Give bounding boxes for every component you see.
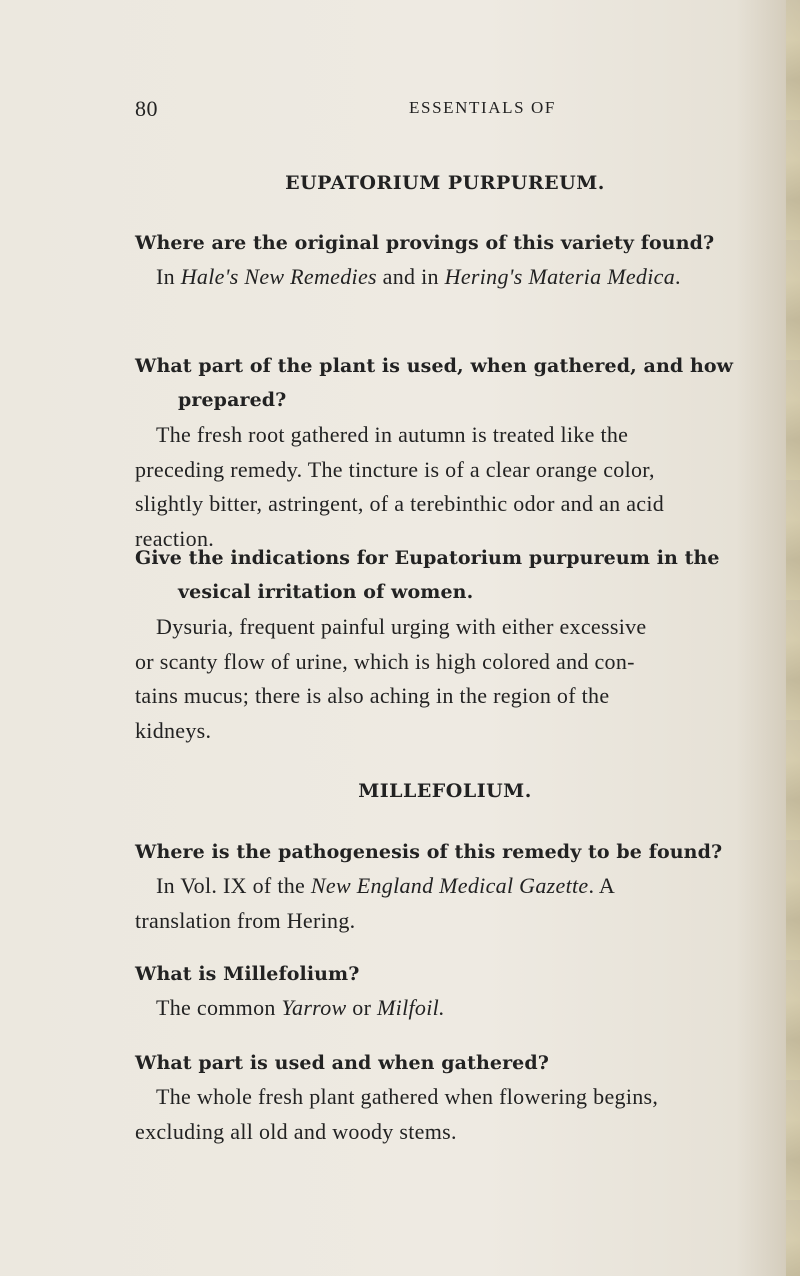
answer-line: kidneys. — [135, 717, 212, 743]
book-title-herings: Hering's Materia Medica — [444, 264, 675, 289]
answer-5: The common Yarrow or Milfoil. — [156, 995, 445, 1020]
book-title-hales: Hale's New Remedies — [180, 264, 377, 289]
answer-line: or scanty flow of urine, which is high colored and con- — [135, 648, 635, 674]
question-text-line2: vesical irritation of women. — [178, 581, 474, 603]
answer-6 — [135, 1080, 760, 1149]
plant-name-milfoil: Milfoil. — [377, 995, 445, 1020]
answer-line: tains mucus; there is also aching in the region of the — [135, 683, 610, 708]
answer-line: The fresh root gathered in autumn is treated like the — [156, 422, 629, 447]
answer-4: In Vol. IX of the New England Medical Gazette. A translation from Hering. — [135, 873, 616, 933]
question-text: What part is used and when gathered? — [135, 1052, 549, 1074]
section-heading-eupatorium: EUPATORIUM PURPUREUM. — [285, 172, 605, 194]
question-text: Where is the pathogenesis of this remedy to be found? — [135, 841, 723, 863]
answer-2 — [135, 418, 760, 556]
answer-line: Dysuria, frequent painful urging with either excessive — [156, 614, 647, 639]
question-3 — [135, 541, 775, 609]
question-2 — [135, 349, 775, 417]
answer-line: preceding remedy. The tincture is of a clear orange color, — [135, 456, 655, 482]
answer-line: excluding all old and woody stems. — [135, 1118, 457, 1144]
answer-line: slightly bitter, astringent, of a terebinthic odor and an acid — [135, 491, 665, 516]
question-6 — [135, 1046, 775, 1080]
question-text: Where are the original provings of this variety found? — [135, 232, 715, 254]
question-text-line1: What part of the plant is used, when gathered, and how — [135, 355, 734, 377]
running-title: ESSENTIALS OF — [409, 98, 556, 117]
answer-3 — [135, 610, 760, 748]
answer-line: The whole fresh plant gathered when flowering begins, — [156, 1084, 659, 1109]
question-1 — [135, 226, 775, 260]
page-number: 80 — [135, 96, 158, 121]
journal-title: New England Medical Gazette — [310, 873, 589, 898]
plant-name-yarrow: Yarrow — [281, 995, 347, 1020]
question-4 — [135, 835, 775, 869]
running-head — [135, 96, 760, 122]
section-heading-millefolium: MILLEFOLIUM. — [358, 780, 532, 802]
answer-1: In Hale's New Remedies and in Hering's Materia Medica. — [156, 264, 681, 289]
question-5 — [135, 957, 775, 991]
question-text: What is Millefolium? — [135, 963, 360, 985]
question-text-line1: Give the indications for Eupatorium purpureum in the — [135, 547, 720, 569]
question-text-line2: prepared? — [178, 389, 287, 411]
answer-line: reaction. — [135, 525, 215, 551]
